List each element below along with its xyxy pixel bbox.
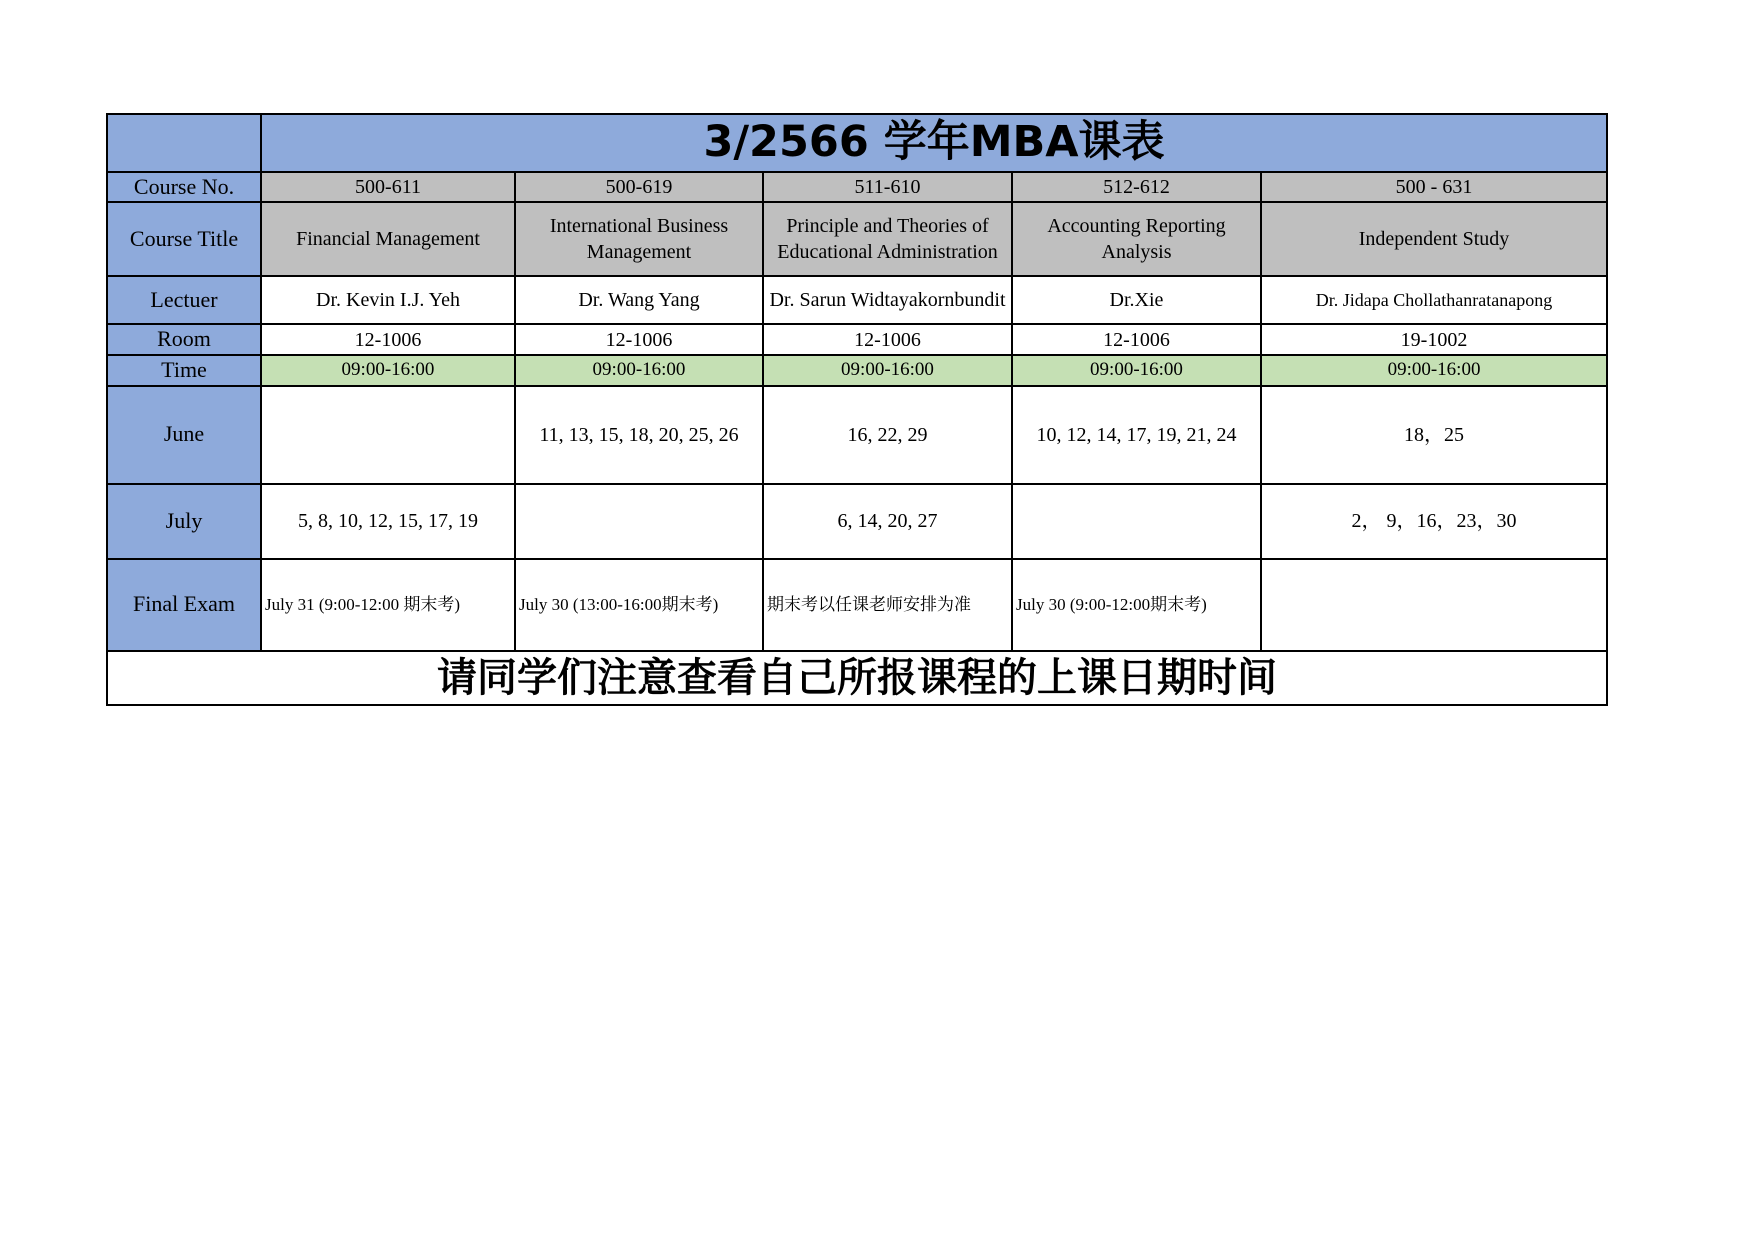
lecturer-row [107,276,1607,324]
room-cell: 12-1006 [515,324,763,355]
lecturer-cell: Dr. Kevin I.J. Yeh [261,276,515,324]
lecturer-cell: Dr. Jidapa Chollathanratanapong [1261,276,1607,324]
time-cell: 09:00-16:00 [763,355,1012,386]
room-row [107,324,1607,355]
room-cell: 12-1006 [261,324,515,355]
final-exam-row [107,559,1607,651]
course-no-cell: 500-611 [261,172,515,203]
final-exam-cell: July 31 (9:00-12:00 期末考) [261,559,515,651]
lecturer-cell: Dr.Xie [1012,276,1261,324]
row-label-course-no: Course No. [107,172,261,203]
room-cell: 12-1006 [1012,324,1261,355]
lecturer-cell: Dr. Sarun Widtayakornbundit [763,276,1012,324]
course-no-row [107,172,1607,203]
course-title-row [107,202,1607,276]
final-exam-cell: July 30 (13:00-16:00期末考) [515,559,763,651]
time-row [107,355,1607,386]
time-cell: 09:00-16:00 [1261,355,1607,386]
room-cell: 19-1002 [1261,324,1607,355]
course-title-cell: Financial Management [261,202,515,276]
june-row [107,386,1607,484]
july-row [107,484,1607,559]
time-cell: 09:00-16:00 [261,355,515,386]
july-dates-cell [1012,484,1261,559]
room-cell: 12-1006 [763,324,1012,355]
row-label-july: July [107,484,261,559]
july-dates-cell: 6, 14, 20, 27 [763,484,1012,559]
title-corner-cell [107,114,261,172]
row-label-room: Room [107,324,261,355]
course-title-cell: Independent Study [1261,202,1607,276]
schedule-table [106,113,1608,706]
course-title-cell: Accounting Reporting Analysis [1012,202,1261,276]
row-label-final-exam: Final Exam [107,559,261,651]
row-label-time: Time [107,355,261,386]
july-dates-cell: 2， 9，16，23，30 [1261,484,1607,559]
june-dates-cell [261,386,515,484]
lecturer-cell: Dr. Wang Yang [515,276,763,324]
july-dates-cell [515,484,763,559]
schedule-title: 3/2566 学年MBA课表 [261,114,1607,172]
course-title-cell: Principle and Theories of Educational Administration [763,202,1012,276]
final-exam-cell: July 30 (9:00-12:00期末考) [1012,559,1261,651]
june-dates-cell: 16, 22, 29 [763,386,1012,484]
final-exam-cell [1261,559,1607,651]
july-dates-cell: 5, 8, 10, 12, 15, 17, 19 [261,484,515,559]
final-exam-cell: 期末考以任课老师安排为准 [763,559,1012,651]
notice-row [107,651,1607,705]
course-no-cell: 511-610 [763,172,1012,203]
june-dates-cell: 10, 12, 14, 17, 19, 21, 24 [1012,386,1261,484]
row-label-course-title: Course Title [107,202,261,276]
course-no-cell: 512-612 [1012,172,1261,203]
row-label-june: June [107,386,261,484]
time-cell: 09:00-16:00 [515,355,763,386]
schedule-notice: 请同学们注意查看自己所报课程的上课日期时间 [107,651,1607,705]
row-label-lecturer: Lectuer [107,276,261,324]
june-dates-cell: 18，25 [1261,386,1607,484]
time-cell: 09:00-16:00 [1012,355,1261,386]
title-row [107,114,1607,172]
course-no-cell: 500 - 631 [1261,172,1607,203]
june-dates-cell: 11, 13, 15, 18, 20, 25, 26 [515,386,763,484]
course-title-cell: International Business Management [515,202,763,276]
course-no-cell: 500-619 [515,172,763,203]
